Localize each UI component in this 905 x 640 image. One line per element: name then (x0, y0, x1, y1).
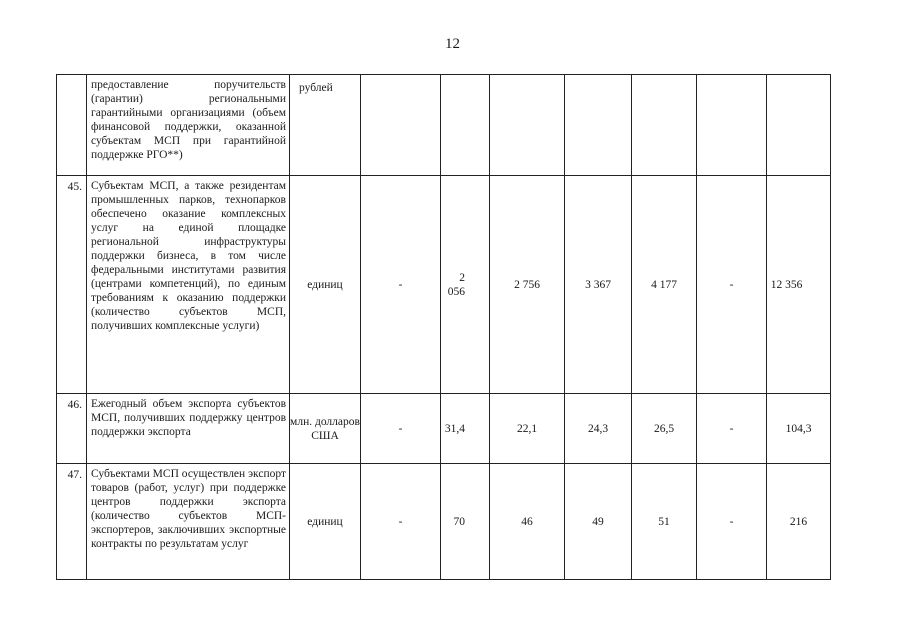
value-cell (565, 75, 632, 176)
value-cell: 46 (490, 464, 565, 580)
value-cell: 31,4 (441, 394, 490, 464)
row-number: 47. (57, 464, 87, 580)
value-cell (767, 75, 831, 176)
value-cell: 4 177 (632, 176, 697, 394)
value-cell: - (361, 176, 441, 394)
value-cell (490, 75, 565, 176)
value-cell: - (697, 464, 767, 580)
table-row (57, 394, 831, 464)
value-cell (361, 75, 441, 176)
value-cell (441, 75, 490, 176)
indicator-description: предоставление поручительств (гарантии) региональными гарантийными организациями (объем финансовой поддержки, оказанной субъектам МСП при гарантийной поддержке РГО**) (87, 75, 290, 176)
value-cell: 2 756 (490, 176, 565, 394)
value-cell: 51 (632, 464, 697, 580)
value-cell: 12 356 (767, 176, 831, 394)
table-row (57, 464, 831, 580)
page-number: 12 (445, 36, 460, 52)
value-cell: 26,5 (632, 394, 697, 464)
indicator-description: Субъектами МСП осуществлен экспорт товаров (работ, услуг) при поддержке центров поддержки экспорта (количество субъектов МСП-экспортеров, заключивших экспортные контракты по результатам услуг (87, 464, 290, 580)
table-row (57, 176, 831, 394)
value-cell (632, 75, 697, 176)
indicators-table (56, 74, 831, 580)
unit-cell: млн. долларов США (290, 394, 361, 464)
value-cell: 216 (767, 464, 831, 580)
value-cell: - (361, 394, 441, 464)
table-row (57, 75, 831, 176)
unit-cell: единиц (290, 464, 361, 580)
value-cell: 2 056 (441, 176, 490, 394)
value-cell: 104,3 (767, 394, 831, 464)
value-cell: - (697, 394, 767, 464)
value-cell: - (697, 176, 767, 394)
value-cell: 24,3 (565, 394, 632, 464)
row-number: 46. (57, 394, 87, 464)
indicator-description: Ежегодный объем экспорта субъектов МСП, получивших поддержку центров поддержки экспорта (87, 394, 290, 464)
value-cell: 70 (441, 464, 490, 580)
value-cell: - (361, 464, 441, 580)
row-number (57, 75, 87, 176)
value-cell: 49 (565, 464, 632, 580)
value-cell: 22,1 (490, 394, 565, 464)
indicator-description: Субъектам МСП, а также резидентам промышленных парков, технопарков обеспечено оказание комплексных услуг на единой площадке региональной инфраструктуры поддержки бизнеса, в том числе федеральными институтами развития (центрами компетенций), по единым требованиям к оказанию поддержки (количество субъектов МСП, получивших комплексные услуги) (87, 176, 290, 394)
value-cell (697, 75, 767, 176)
unit-cell: рублей (290, 75, 361, 176)
value-cell: 3 367 (565, 176, 632, 394)
row-number: 45. (57, 176, 87, 394)
unit-cell: единиц (290, 176, 361, 394)
